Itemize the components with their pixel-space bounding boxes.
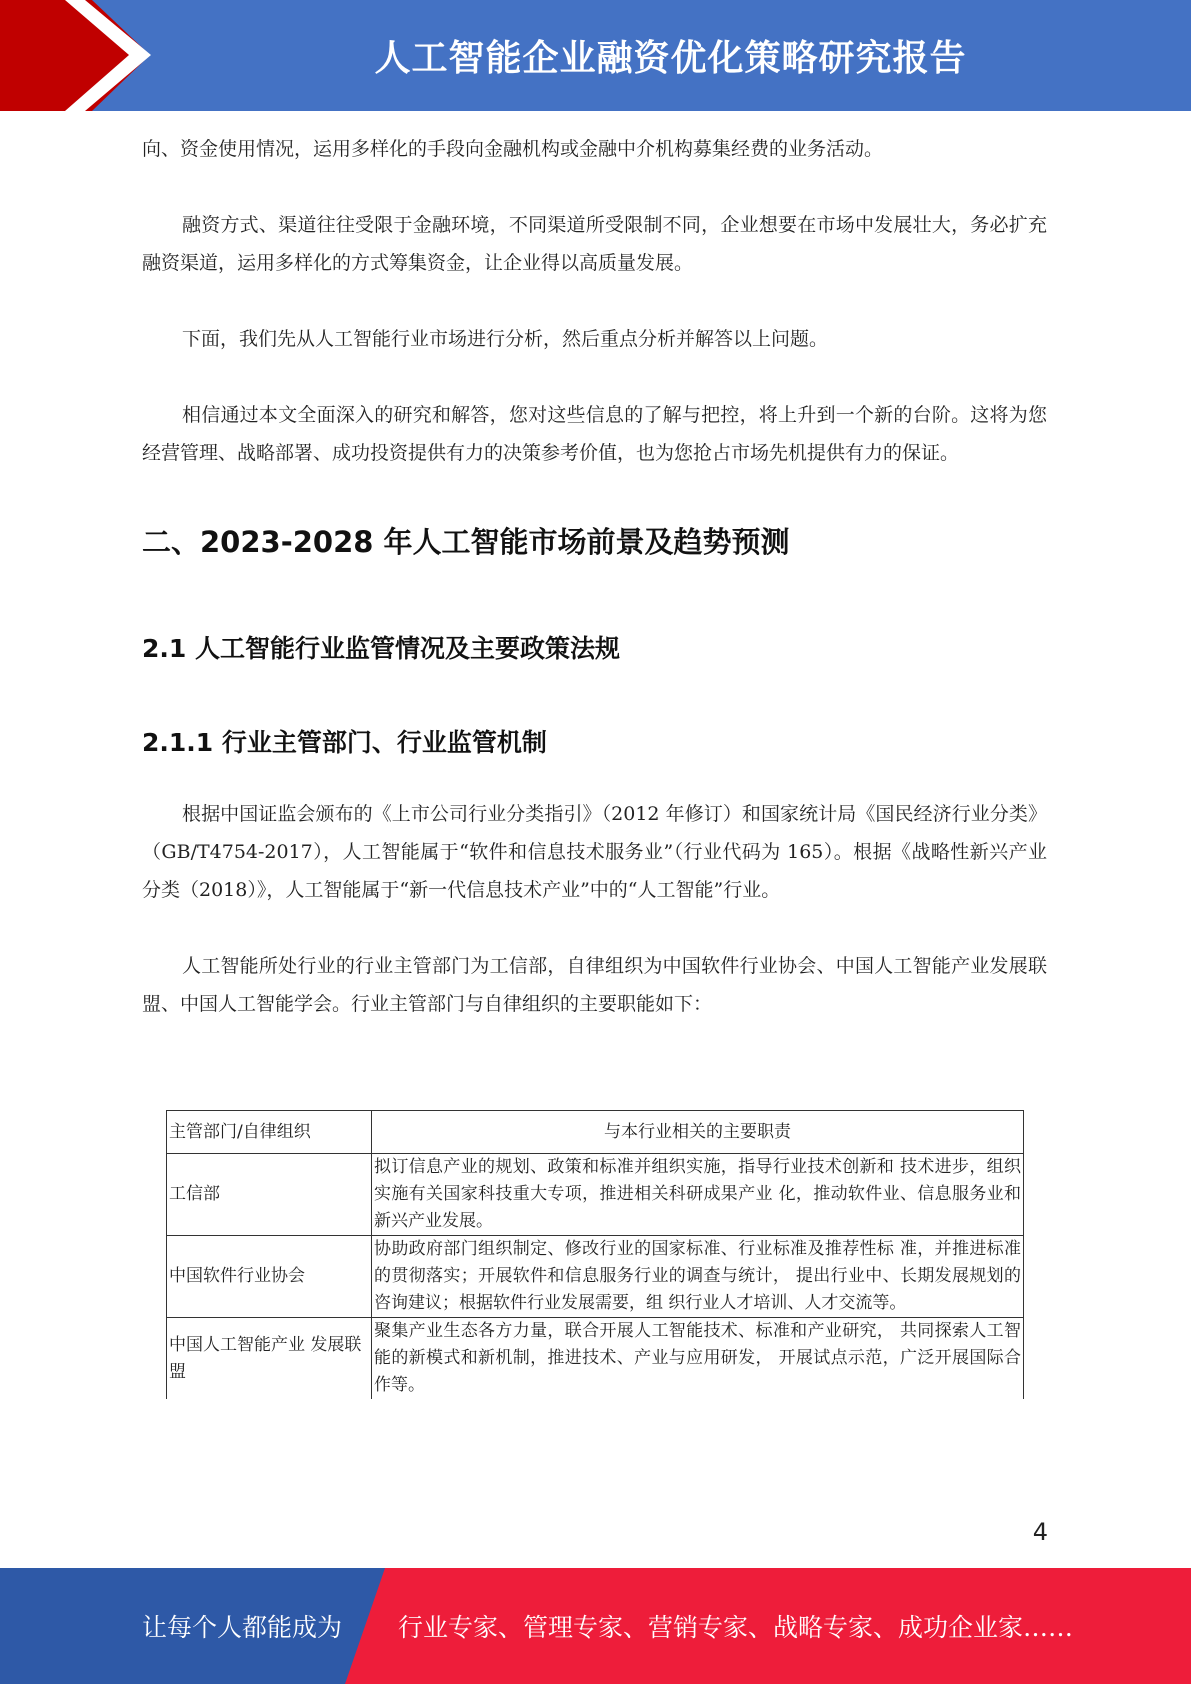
paragraph-3: 下面，我们先从人工智能行业市场进行分析，然后重点分析并解答以上问题。 — [182, 328, 829, 350]
table-row — [167, 1236, 1024, 1318]
main-content — [142, 130, 1047, 1023]
paragraph-4: 相信通过本文全面深入的研究和解答，您对这些信息的了解与把控，将上升到一个新的台阶。这将为您经营管理、战略部署、成功投资提供有力的决策参考价值，也为您抢占市场先机提供有力的保证。 — [142, 404, 1047, 464]
table-cell-duty: 拟订信息产业的规划、政策和标准并组织实施，指导行业技术创新和 技术进步，组织实施有关国家科技重大专项，推进相关科研成果产业 化，推动软件业、信息服务业和新兴产业发展。 — [372, 1154, 1024, 1236]
table-cell-org: 工信部 — [167, 1154, 372, 1236]
subsubsection-heading: 2.1.1 行业主管部门、行业监管机制 — [142, 728, 547, 757]
header-red-chevron — [0, 0, 150, 111]
table-header-org: 主管部门/自律组织 — [167, 1111, 372, 1154]
footer-banner — [0, 1568, 1191, 1684]
footer-slogan-right: 行业专家、管理专家、营销专家、战略专家、成功企业家…… — [398, 1613, 1074, 1642]
paragraph-1: 向、资金使用情况，运用多样化的手段向金融机构或金融中介机构募集经费的业务活动。 — [142, 138, 884, 160]
footer-slogan-left: 让每个人都能成为 — [142, 1613, 343, 1642]
table-cell-duty: 协助政府部门组织制定、修改行业的国家标准、行业标准及推荐性标 准，并推进标准的贯彻落实；开展软件和信息服务行业的调查与统计， 提出行业中、长期发展规划的咨询建议；根据软件行业发展需要，组 织行业人才培训、人才交流等。 — [372, 1236, 1024, 1318]
section-heading: 二、2023-2028 年人工智能市场前景及趋势预测 — [142, 525, 790, 559]
table-row — [167, 1318, 1024, 1400]
paragraph-5: 根据中国证监会颁布的《上市公司行业分类指引》（2012 年修订）和国家统计局《国民经济行业分类》（GB/T4754-2017），人工智能属于“软件和信息技术服务业”（行业代码为 165）。根据《战略性新兴产业分类（2018）》，人工智能属于“新一代信息技术产业”中的“人工智能”行业。 — [142, 803, 1047, 901]
paragraph-6: 人工智能所处行业的行业主管部门为工信部，自律组织为中国软件行业协会、中国人工智能产业发展联盟、中国人工智能学会。行业主管部门与自律组织的主要职能如下： — [142, 955, 1047, 1015]
table-row — [167, 1154, 1024, 1236]
subsection-heading: 2.1 人工智能行业监管情况及主要政策法规 — [142, 634, 620, 663]
page-number: 4 — [1032, 1518, 1048, 1546]
paragraph-2: 融资方式、渠道往往受限于金融环境，不同渠道所受限制不同，企业想要在市场中发展壮大，务必扩充融资渠道，运用多样化的方式筹集资金，让企业得以高质量发展。 — [142, 214, 1047, 274]
table-cell-org: 中国人工智能产业 发展联盟 — [167, 1318, 372, 1400]
table-header-duty: 与本行业相关的主要职责 — [372, 1111, 1024, 1154]
header-banner — [0, 0, 1191, 111]
duty-table — [166, 1110, 1024, 1399]
table-header-row — [167, 1111, 1024, 1154]
table-cell-org: 中国软件行业协会 — [167, 1236, 372, 1318]
report-title: 人工智能企业融资优化策略研究报告 — [374, 38, 967, 79]
table-cell-duty: 聚集产业生态各方力量，联合开展人工智能技术、标准和产业研究， 共同探索人工智能的新模式和新机制，推进技术、产业与应用研发， 开展试点示范，广泛开展国际合作等。 — [372, 1318, 1024, 1400]
